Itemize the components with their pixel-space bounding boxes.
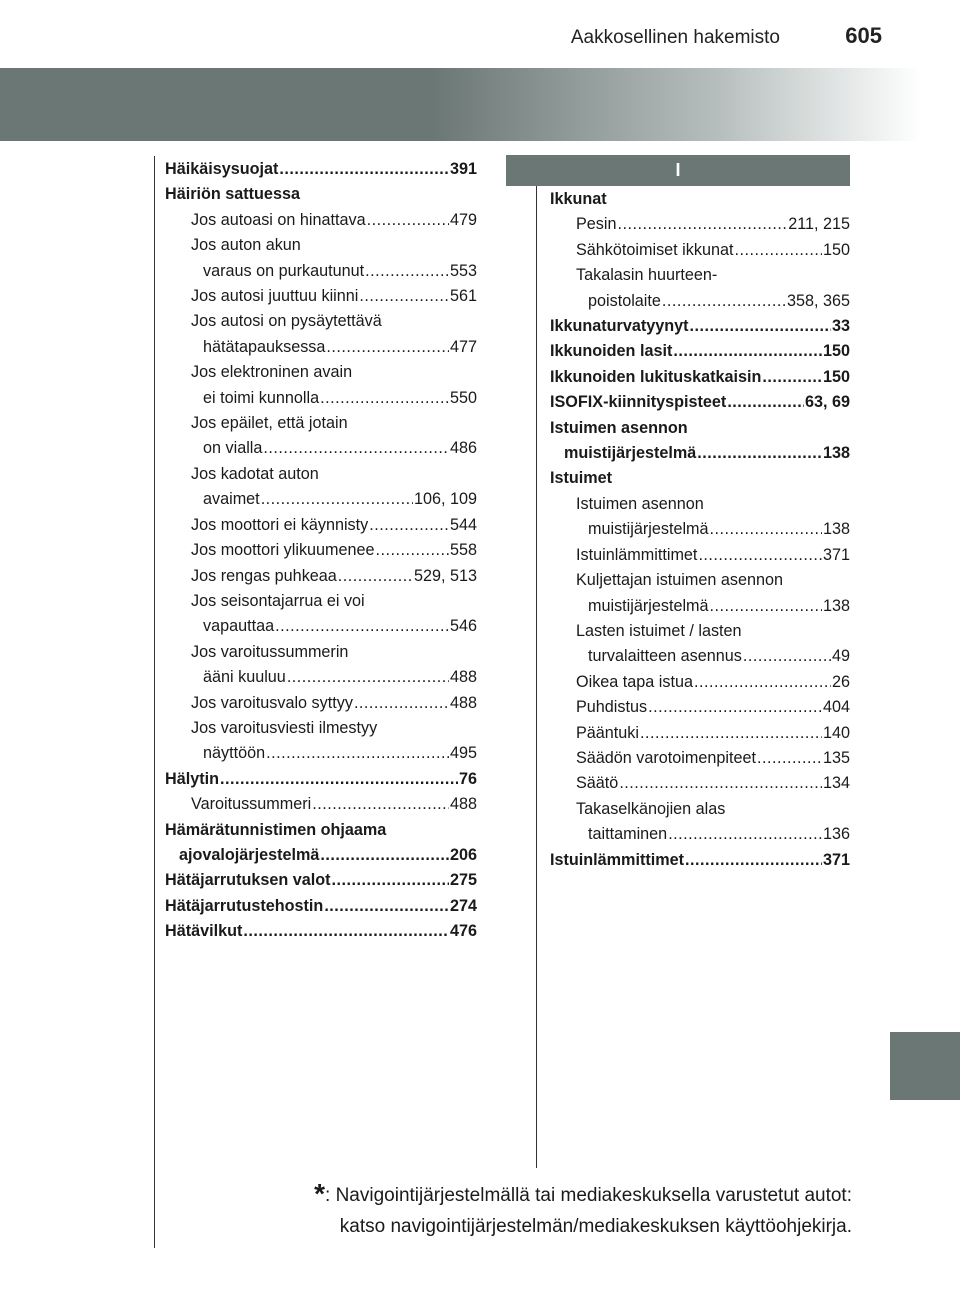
index-entry-term: Ikkunat — [550, 190, 607, 208]
index-entry-term: Hälytin — [165, 769, 219, 788]
index-entry-term: Jos elektroninen avain — [191, 363, 353, 382]
index-entry — [550, 365, 850, 390]
index-entry-term: Säädön varotoimenpiteet — [576, 748, 756, 767]
index-entry-term: muistijärjestelmä — [564, 444, 697, 463]
dot-leader — [220, 767, 458, 792]
index-entry-page: 206 — [449, 845, 477, 864]
index-entry-term: Jos moottori ylikuumenee — [191, 541, 375, 560]
index-entry-term: poistolaite — [588, 291, 661, 310]
index-entry — [550, 441, 850, 466]
index-entry — [165, 614, 477, 639]
footnote-text-1: : Navigointijärjestelmällä tai mediakeskuksella varustetut autot: — [325, 1185, 852, 1206]
index-entry — [550, 797, 850, 822]
index-entry — [165, 335, 477, 360]
section-letter-heading: I — [506, 155, 850, 186]
index-entry — [550, 212, 850, 237]
dot-leader — [279, 157, 449, 182]
index-entry-page: 488 — [449, 795, 477, 814]
index-entry — [550, 771, 850, 796]
page-number: 605 — [845, 23, 882, 48]
index-entry — [165, 589, 477, 614]
index-entry-page: 138 — [822, 444, 850, 463]
index-entry-term: Jos rengas puhkeaa — [191, 566, 337, 585]
index-entry — [550, 721, 850, 746]
index-entry-term: taittaminen — [588, 825, 668, 844]
dot-leader — [668, 822, 822, 847]
index-entry — [550, 289, 850, 314]
index-entry — [165, 436, 477, 461]
dot-leader — [312, 792, 449, 817]
column-divider — [536, 172, 537, 1168]
index-entry — [165, 462, 477, 487]
index-entry-term: Jos varoitusvalo syttyy — [191, 693, 353, 712]
index-entry — [165, 716, 477, 741]
index-entry-term: on vialla — [203, 439, 263, 458]
index-entry-term: Sähkötoimiset ikkunat — [576, 240, 734, 259]
index-entry — [550, 466, 850, 491]
footnote — [314, 1178, 852, 1242]
index-entry-term: Jos moottori ei käynnisty — [191, 515, 369, 534]
index-entry — [165, 691, 477, 716]
index-entry — [550, 594, 850, 619]
dot-leader — [261, 487, 413, 512]
dot-leader — [369, 513, 449, 538]
dot-leader — [365, 259, 449, 284]
index-entry-term: Istuimet — [550, 469, 613, 488]
dot-leader — [727, 390, 804, 415]
running-header-title: Aakkosellinen hakemisto — [570, 27, 780, 48]
dot-leader — [690, 314, 831, 339]
index-entry-term: Istuinlämmittimet — [576, 545, 698, 564]
index-entry — [550, 339, 850, 364]
dot-leader — [648, 695, 822, 720]
index-entry-term: Lasten istuimet / lasten — [576, 621, 742, 640]
index-entry-term: muistijärjestelmä — [588, 596, 709, 615]
index-entry-page: 488 — [449, 668, 477, 687]
index-entry-page: 136 — [822, 825, 850, 844]
index-entry-page: 211, 215 — [788, 215, 850, 234]
index-entry-term: Ikkunoiden lasit — [550, 342, 673, 361]
index-entry-page: 391 — [449, 160, 477, 178]
dot-leader — [697, 441, 822, 466]
index-entry — [550, 644, 850, 669]
dot-leader — [376, 538, 449, 563]
index-entry-page: 63, 69 — [804, 393, 850, 412]
index-entry — [165, 894, 477, 919]
index-entry-term: vapauttaa — [203, 617, 275, 636]
index-entry-term: Jos autosi juuttuu kiinni — [191, 287, 359, 306]
index-entry-term: Jos autosi on pysäytettävä — [191, 312, 382, 331]
index-entry-term: Häiriön sattuessa — [165, 185, 300, 204]
index-entry-term: Jos kadotat auton — [191, 464, 319, 483]
index-entry-page: 49 — [831, 647, 850, 666]
index-entry-term: Oikea tapa istua — [576, 672, 693, 691]
dot-leader — [263, 436, 449, 461]
dot-leader — [662, 289, 786, 314]
index-entry-term: Puhdistus — [576, 698, 648, 717]
dot-leader — [326, 335, 449, 360]
index-entry — [165, 487, 477, 512]
dot-leader — [694, 670, 831, 695]
index-entry-page: 134 — [822, 774, 850, 793]
index-entry — [550, 492, 850, 517]
dot-leader — [762, 365, 822, 390]
index-entry-term: Kuljettajan istuimen asennon — [576, 571, 783, 590]
index-entry-page: 371 — [822, 850, 850, 869]
index-entry-term: Häikäisysuojat — [165, 160, 279, 178]
index-entry — [165, 868, 477, 893]
index-entry-term: Pääntuki — [576, 723, 639, 742]
index-entry — [550, 746, 850, 771]
chapter-side-tab — [890, 1032, 960, 1100]
index-entry-term: ajovalojärjestelmä — [179, 845, 320, 864]
index-entry — [165, 818, 477, 843]
index-entry — [550, 619, 850, 644]
index-column-left — [165, 157, 477, 945]
index-entry-page: 477 — [449, 337, 477, 356]
dot-leader — [757, 746, 822, 771]
dot-leader — [320, 843, 449, 868]
index-column-right — [550, 187, 850, 873]
index-entry-page: 275 — [449, 871, 477, 890]
index-entry-term: Jos varoitussummerin — [191, 642, 349, 661]
index-entry — [165, 919, 477, 944]
index-entry — [550, 517, 850, 542]
index-entry-term: Istuimen asennon — [576, 494, 704, 513]
footnote-marker: * — [314, 1178, 326, 1209]
index-entry — [165, 513, 477, 538]
header-banner — [0, 68, 960, 141]
index-entry-page: 106, 109 — [413, 490, 477, 509]
index-entry-page: 558 — [449, 541, 477, 560]
index-entry-term: ääni kuuluu — [203, 668, 286, 687]
dot-leader — [275, 614, 449, 639]
index-entry-page: 529, 513 — [413, 566, 477, 585]
footnote-line-2: katso navigointijärjestelmän/mediakeskuksen käyttöohjekirja. — [339, 1216, 852, 1237]
index-entry — [165, 792, 477, 817]
index-entry-page: 404 — [822, 698, 850, 717]
dot-leader — [287, 665, 449, 690]
index-entry-term: Ikkunaturvatyynyt — [550, 317, 689, 336]
index-entry-term: avaimet — [203, 490, 260, 509]
dot-leader — [710, 594, 822, 619]
dot-leader — [266, 741, 449, 766]
index-entry — [550, 187, 850, 212]
index-entry — [550, 568, 850, 593]
index-entry-term: Takaselkänojien alas — [576, 799, 726, 818]
index-entry — [165, 208, 477, 233]
index-entry — [165, 309, 477, 334]
index-entry-page: 546 — [449, 617, 477, 636]
dot-leader — [685, 848, 822, 873]
index-entry — [165, 284, 477, 309]
index-entry-page: 76 — [458, 769, 477, 788]
left-margin-rule — [154, 156, 155, 1248]
dot-leader — [710, 517, 822, 542]
index-entry — [550, 390, 850, 415]
index-entry-page: 550 — [449, 388, 477, 407]
dot-leader — [354, 691, 449, 716]
index-entry-term: hätätapauksessa — [203, 337, 326, 356]
index-entry-term: varaus on purkautunut — [203, 261, 365, 280]
index-entry-term: Jos auton akun — [191, 236, 301, 255]
dot-leader — [734, 238, 822, 263]
index-entry — [165, 564, 477, 589]
index-entry-page: 553 — [449, 261, 477, 280]
index-entry — [550, 543, 850, 568]
index-entry — [550, 695, 850, 720]
index-entry-term: Hämärätunnistimen ohjaama — [165, 820, 387, 839]
index-entry-term: Pesin — [576, 215, 617, 234]
index-entry-page: 274 — [449, 896, 477, 915]
index-entry — [550, 263, 850, 288]
index-entry-page: 544 — [449, 515, 477, 534]
index-entry — [165, 843, 477, 868]
index-entry-page: 150 — [822, 240, 850, 259]
index-entry-page: 479 — [449, 210, 477, 229]
index-entry-term: Säätö — [576, 774, 619, 793]
index-entry — [165, 259, 477, 284]
dot-leader — [324, 894, 449, 919]
index-entry — [165, 640, 477, 665]
index-entry-page: 561 — [449, 287, 477, 306]
index-entry-term: Varoitussummeri — [191, 795, 312, 814]
dot-leader — [698, 543, 822, 568]
index-entry — [165, 741, 477, 766]
index-entry-term: Hätäjarrutuksen valot — [165, 871, 331, 890]
index-entry — [165, 386, 477, 411]
index-entry — [165, 182, 477, 207]
index-entry-term: Istuimen asennon — [550, 418, 688, 437]
index-entry — [165, 767, 477, 792]
index-entry — [550, 670, 850, 695]
index-entry-page: 33 — [831, 317, 850, 336]
index-entry — [165, 233, 477, 258]
index-entry-term: Hätävilkut — [165, 922, 243, 941]
footnote-line-1 — [314, 1178, 852, 1211]
index-entry — [550, 314, 850, 339]
index-entry-page: 150 — [822, 367, 850, 386]
index-entry-page: 495 — [449, 744, 477, 763]
index-entry-term: Takalasin huurteen- — [576, 266, 718, 285]
index-entry — [550, 822, 850, 847]
index-entry — [165, 411, 477, 436]
index-entry-page: 26 — [831, 672, 850, 691]
dot-leader — [743, 644, 831, 669]
index-entry-page: 150 — [822, 342, 850, 361]
index-entry-page: 476 — [449, 922, 477, 941]
index-entry-page: 138 — [822, 596, 850, 615]
index-entry-term: näyttöön — [203, 744, 266, 763]
index-entry-term: Jos epäilet, että jotain — [191, 414, 348, 433]
dot-leader — [320, 386, 449, 411]
dot-leader — [243, 919, 449, 944]
index-entry — [165, 538, 477, 563]
index-entry-term: turvalaitteen asennus — [588, 647, 742, 666]
dot-leader — [338, 564, 413, 589]
dot-leader — [359, 284, 449, 309]
dot-leader — [640, 721, 822, 746]
index-entry-term: Jos seisontajarrua ei voi — [191, 591, 365, 610]
index-entry-page: 371 — [822, 545, 850, 564]
index-entry-page: 486 — [449, 439, 477, 458]
dot-leader — [673, 339, 822, 364]
dot-leader — [332, 868, 449, 893]
index-entry-term: Istuinlämmittimet — [550, 850, 685, 869]
index-entry-term: ei toimi kunnolla — [203, 388, 320, 407]
dot-leader — [618, 212, 788, 237]
index-entry — [165, 360, 477, 385]
dot-leader — [367, 208, 449, 233]
index-entry-page: 358, 365 — [786, 291, 850, 310]
index-entry-term: Jos varoitusviesti ilmestyy — [191, 718, 378, 737]
index-entry — [550, 238, 850, 263]
index-entry-page: 488 — [449, 693, 477, 712]
index-entry-page: 140 — [822, 723, 850, 742]
index-entry-term: muistijärjestelmä — [588, 520, 709, 539]
index-entry-page: 138 — [822, 520, 850, 539]
index-entry-term: Ikkunoiden lukituskatkaisin — [550, 367, 762, 386]
index-entry-term: ISOFIX-kiinnityspisteet — [550, 393, 727, 412]
index-entry-term: Jos autoasi on hinattava — [191, 210, 366, 229]
index-entry-term: Hätäjarrutustehostin — [165, 896, 324, 915]
index-entry — [165, 665, 477, 690]
index-entry — [550, 416, 850, 441]
dot-leader — [619, 771, 822, 796]
index-entry — [165, 157, 477, 182]
index-entry-page: 135 — [822, 748, 850, 767]
index-entry — [550, 848, 850, 873]
